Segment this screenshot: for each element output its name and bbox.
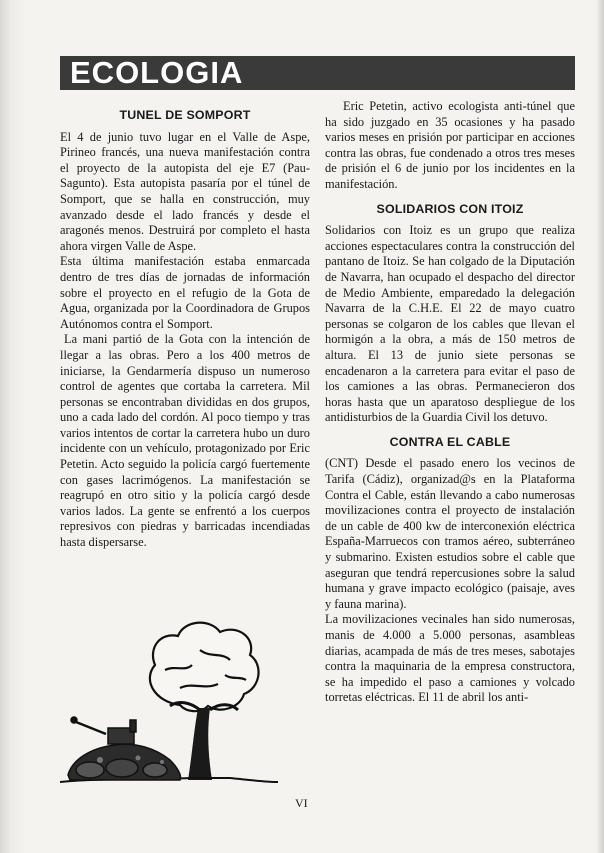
page-number: VI: [295, 796, 308, 810]
article-heading-somport: TUNEL DE SOMPORT: [119, 108, 251, 122]
page-gutter-shadow: [0, 0, 26, 853]
section-title: ECOLOGIA: [70, 55, 244, 90]
article-heading-cable: CONTRA EL CABLE: [389, 434, 511, 449]
paragraph: Eric Petetin, activo ecologista anti-túnel que ha sido juzgado en 35 ocasiones y ha pasado varios meses en prisión por participar en acciones contra las obras, fue condenado a otros tres meses de prisión el 6 de junio por los incidentes en la manifestación.: [325, 99, 575, 191]
page-edge-shadow: [596, 0, 604, 853]
section-banner: [60, 56, 575, 90]
left-column: [60, 108, 310, 551]
paragraph: El 4 de junio tuvo lugar en el Valle de Aspe, Pirineo francés, una nueva manifestación contra el proyecto de la autopista del eje E7 (Pau-Sagunto). Esta autopista pasaría por el túnel de Somport, que se halla en construcción, muy avanzado desde el lado francés y desde el aragonés menos. Destruirá por completo el hasta ahora virgen Valle de Aspe.: [60, 129, 310, 253]
paragraph: La movilizaciones vecinales han sido numerosas, manis de 4.000 a 5.000 personas, asambleas diarias, acampada de más de tres meses, sabotajes contra la maquinaria de la empresa constructora, se ha impedido el paso a camiones y volcado torretas eléctricas. El 11 de abril los anti-: [325, 612, 575, 705]
paragraph: Solidarios con Itoiz es un grupo que realiza acciones espectaculares contra la construcción del pantano de Itoiz. Se han colgado de la Diputación de Navarra, han ocupado el despacho del director de Medio Ambiente, emparedado la delegación Navarra de la C.H.E. El 22 de mayo cuatro personas se colgaron de los cables que llevan el hormigón a la obra, a más de 150 metros de altura. El 13 de junio siete personas se encadenaron a la carretera para evitar el paso de los camiones a las obras. Permanecieron dos horas hasta que un aparatoso despliegue de los antidisturbios de la Guardia Civil los detuvo.: [325, 223, 575, 425]
right-column: [325, 99, 575, 706]
paragraph: Esta última manifestación estaba enmarcada dentro de tres días de jornadas de información sobre el proyecto en el refugio de la Gota de Agua, organizada por la Coordinadora de Grupos Autónomos contra el Somport.: [60, 254, 310, 331]
tree-illustration: [60, 610, 280, 790]
paragraph: La mani partió de la Gota con la intención de llegar a las obras. Pero a los 400 metros de iniciarse, la Gendarmería dispuso un numeroso control de agentes que cortaba la carretera. Mil personas se encontraban divididas en dos grupos, uno a cada lado del cordón. Al poco tiempo y tras varios intentos de cortar la carretera hubo un duro incidente con un vehículo, protagonizado por Eric Petetin. Acto seguido la policía cargó fuertemente con gases lacrimógenos. La manifestación se reagrupó en otro sitio y la policía cargó desde varios lados. La gente se enfrentó a los cuerpos represivos con piedras y barricadas incendiadas hasta dispersarse.: [60, 332, 310, 550]
paragraph: (CNT) Desde el pasado enero los vecinos de Tarifa (Cádiz), organizad@s en la Plataforma Contra el Cable, están llevando a cabo numerosas movilizaciones contra el proyecto de instalación de un cable de 400 kw de interconexión eléctrica España-Marruecos con tramos aéreo, subterráneo y submarino. Existen estudios sobre el cable que aseguran que tendrá repercusiones sobre la salud humana y grave impacto ecológico (paisaje, aves y fauna marina).: [325, 456, 575, 611]
article-heading-itoiz: SOLIDARIOS CON ITOIZ: [376, 201, 524, 216]
